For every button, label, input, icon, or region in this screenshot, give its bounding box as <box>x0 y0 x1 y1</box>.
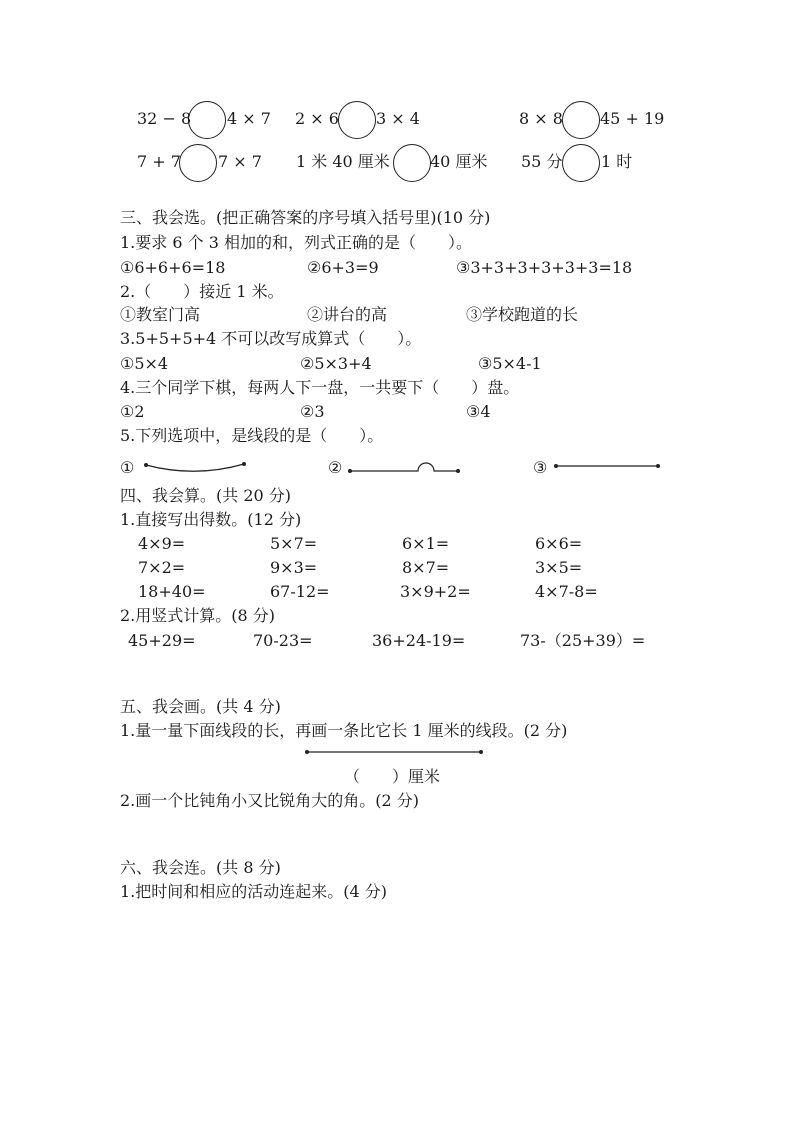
math-item: 5×7= <box>270 534 318 553</box>
option-1[interactable]: ①6+6+6=18 <box>120 258 226 277</box>
question-1: 1.要求 6 个 3 相加的和，列式正确的是（ ）。 <box>120 233 472 252</box>
option-1[interactable]: ①5×4 <box>120 354 169 373</box>
math-item: 6×1= <box>402 534 450 553</box>
compare-right: 1 时 <box>601 152 633 171</box>
math-item: 8×7= <box>402 558 450 577</box>
question-1: 1.量一量下面线段的长，再画一条比它长 1 厘米的线段。(2 分) <box>120 721 568 740</box>
bumped-line-figure <box>346 456 466 476</box>
length-blank[interactable]: （ ）厘米 <box>344 767 441 786</box>
answer-circle[interactable] <box>562 144 600 182</box>
compare-right: 4 × 7 <box>227 109 271 128</box>
compare-left: 8 × 8 <box>519 109 563 128</box>
question-2: 2.画一个比钝角小又比锐角大的角。(2 分) <box>120 791 420 810</box>
question-1: 1.把时间和相应的活动连起来。(4 分) <box>120 882 388 901</box>
math-item: 7×2= <box>138 558 186 577</box>
math-item: 9×3= <box>270 558 318 577</box>
math-item: 3×5= <box>535 558 583 577</box>
compare-right: 7 × 7 <box>218 152 262 171</box>
question-2: 2.用竖式计算。(8 分) <box>120 606 276 625</box>
section-3-heading: 三、我会选。(把正确答案的序号填入括号里)(10 分) <box>120 208 491 227</box>
compare-left: 7 + 7 <box>137 152 181 171</box>
option-1[interactable]: ①教室门高 <box>120 305 201 324</box>
vertical-calc: 45+29= <box>128 631 196 650</box>
option-2[interactable]: ②5×3+4 <box>300 354 372 373</box>
option-2[interactable]: ②6+3=9 <box>307 258 379 277</box>
math-item: 6×6= <box>535 534 583 553</box>
math-item: 4×9= <box>138 534 186 553</box>
compare-left: 32 − 8 <box>137 109 192 128</box>
option-2[interactable]: ②讲台的高 <box>307 305 388 324</box>
math-item: 18+40= <box>138 582 206 601</box>
question-3: 3.5+5+5+4 不可以改写成算式（ ）。 <box>120 329 422 348</box>
question-4: 4.三个同学下棋，每两人下一盘，一共要下（ ）盘。 <box>120 378 520 397</box>
curve-option-figure <box>140 456 255 476</box>
option-3-label[interactable]: ③ <box>533 458 548 477</box>
compare-left: 1 米 40 厘米 <box>296 152 390 171</box>
compare-left: 55 分 <box>521 152 563 171</box>
compare-right: 40 厘米 <box>430 152 488 171</box>
vertical-calc: 70-23= <box>253 631 313 650</box>
answer-circle[interactable] <box>179 144 217 182</box>
line-segment-figure <box>552 458 664 472</box>
compare-left: 2 × 6 <box>295 109 339 128</box>
compare-right: 3 × 4 <box>376 109 420 128</box>
option-3[interactable]: ③4 <box>466 402 491 421</box>
math-item: 67-12= <box>270 582 330 601</box>
math-item: 3×9+2= <box>400 582 471 601</box>
option-2-label[interactable]: ② <box>328 458 343 477</box>
answer-circle[interactable] <box>562 101 600 139</box>
option-3[interactable]: ③5×4-1 <box>478 354 542 373</box>
option-1-label[interactable]: ① <box>120 458 135 477</box>
measure-line-segment <box>303 746 487 758</box>
vertical-calc: 73-（25+39）= <box>520 631 646 650</box>
question-1: 1.直接写出得数。(12 分) <box>120 510 302 529</box>
answer-circle[interactable] <box>393 144 431 182</box>
option-2[interactable]: ②3 <box>300 402 325 421</box>
math-item: 4×7-8= <box>535 582 598 601</box>
option-1[interactable]: ①2 <box>120 402 145 421</box>
section-5-heading: 五、我会画。(共 4 分) <box>120 697 281 716</box>
option-3[interactable]: ③3+3+3+3+3+3=18 <box>456 258 633 277</box>
section-4-heading: 四、我会算。(共 20 分) <box>120 486 292 505</box>
option-3[interactable]: ③学校跑道的长 <box>466 305 579 324</box>
vertical-calc: 36+24-19= <box>372 631 466 650</box>
compare-right: 45 + 19 <box>600 109 665 128</box>
answer-circle[interactable] <box>188 101 226 139</box>
question-5: 5.下列选项中，是线段的是（ ）。 <box>120 426 384 445</box>
section-6-heading: 六、我会连。(共 8 分) <box>120 858 281 877</box>
answer-circle[interactable] <box>338 101 376 139</box>
question-2: 2.（ ）接近 1 米。 <box>120 282 284 301</box>
